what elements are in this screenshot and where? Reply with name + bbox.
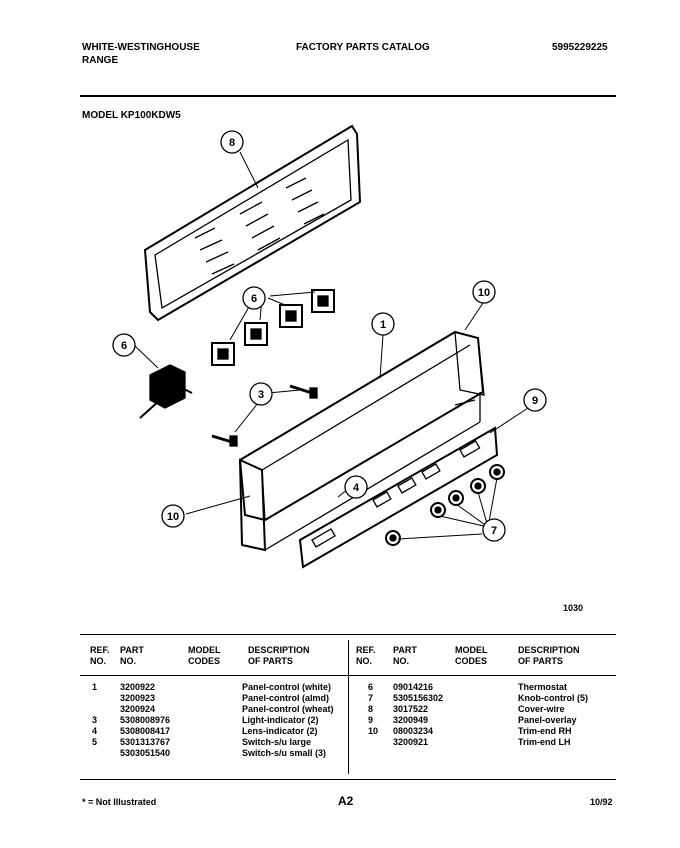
- thermostat-part: [140, 365, 192, 418]
- not-illustrated-note: * = Not Illustrated: [82, 797, 157, 807]
- table-cell: Panel-overlay: [518, 715, 577, 725]
- table-cell: 3200922: [120, 682, 156, 692]
- table-divider: [348, 640, 349, 774]
- left-ref-column: [92, 682, 97, 759]
- switches: [212, 290, 334, 365]
- left-desc-column: [242, 682, 334, 759]
- table-cell: 6: [368, 682, 374, 692]
- revision-date: 10/92: [590, 797, 613, 807]
- table-cell: 09014216: [393, 682, 434, 692]
- table-cell: Panel-control (almd): [242, 693, 330, 703]
- table-bottom-rule: [80, 779, 616, 780]
- table-cell: 3200921: [393, 737, 429, 747]
- callout-6-switches: 6: [250, 293, 258, 305]
- table-cell: 5308008417: [120, 726, 171, 736]
- catalog-title: FACTORY PARTS CATALOG: [296, 42, 430, 53]
- table-cell: 5308008976: [120, 715, 171, 725]
- left-part-column: [120, 682, 170, 759]
- right-desc-column: [518, 682, 588, 748]
- callout-10-left: 10: [166, 511, 180, 523]
- table-cell: 3200924: [120, 704, 156, 714]
- table-cell: 5303051540: [120, 748, 171, 758]
- table-cell: 5305156302: [393, 693, 444, 703]
- page-number: A2: [338, 794, 354, 808]
- table-cell: Panel-control (white): [242, 682, 332, 692]
- table-cell: Trim-end RH: [518, 726, 572, 736]
- catalog-number: 5995229225: [552, 42, 608, 53]
- table-cell: 5301313767: [120, 737, 171, 747]
- left-header-desc: DESCRIPTION OF PARTS: [248, 645, 310, 666]
- table-cell: 3: [92, 715, 98, 725]
- table-cell: 8: [368, 704, 374, 714]
- callout-6-thermostat: 6: [120, 340, 128, 352]
- right-header-model: MODEL CODES: [455, 645, 488, 666]
- table-cell: Cover-wire: [518, 704, 565, 714]
- table-cell: 08003234: [393, 726, 434, 736]
- table-cell: [92, 748, 97, 759]
- product-type: RANGE: [82, 55, 119, 66]
- figure-code: 1030: [563, 603, 584, 613]
- table-cell: Switch-s/u large: [242, 737, 312, 747]
- table-cell: Switch-s/u small (3): [242, 748, 327, 758]
- left-header-model: MODEL CODES: [188, 645, 221, 666]
- panel-overlay: [300, 428, 497, 567]
- right-ref-column: [368, 682, 378, 748]
- table-cell: 3200923: [120, 693, 156, 703]
- table-cell: 10: [368, 726, 379, 736]
- callout-7: 7: [490, 525, 498, 537]
- table-cell: 3200949: [393, 715, 429, 725]
- right-header-ref: REF. NO.: [356, 645, 376, 666]
- callout-10-right: 10: [477, 287, 491, 299]
- table-cell: Lens-indicator (2): [242, 726, 318, 736]
- table-cell: 5: [92, 737, 98, 747]
- callout-8: 8: [228, 137, 236, 149]
- table-cell: 9: [368, 715, 374, 725]
- right-header-part: PART NO.: [393, 645, 417, 666]
- table-top-rule: [80, 634, 616, 635]
- left-header-ref: REF. NO.: [90, 645, 110, 666]
- table-cell: Panel-control (wheat): [242, 704, 334, 714]
- table-cell: 7: [368, 693, 374, 703]
- callout-4: 4: [352, 482, 360, 494]
- callout-9: 9: [531, 395, 539, 407]
- left-header-part: PART NO.: [120, 645, 144, 666]
- right-header-desc: DESCRIPTION OF PARTS: [518, 645, 580, 666]
- brand-name: WHITE-WESTINGHOUSE: [82, 42, 200, 53]
- table-cell: 4: [92, 726, 98, 736]
- table-cell: Thermostat: [518, 682, 568, 692]
- right-part-column: [393, 682, 443, 748]
- table-cell: [92, 704, 97, 715]
- table-cell: Light-indicator (2): [242, 715, 319, 725]
- table-cell: Knob-control (5): [518, 693, 588, 703]
- callout-1: 1: [379, 319, 387, 331]
- table-cell: 1: [92, 682, 98, 692]
- callout-3: 3: [257, 389, 265, 401]
- model-number: MODEL KP100KDW5: [82, 110, 181, 121]
- table-cell: Trim-end LH: [518, 737, 571, 747]
- table-cell: 3017522: [393, 704, 429, 714]
- table-cell: [368, 737, 378, 748]
- table-cell: [92, 693, 97, 704]
